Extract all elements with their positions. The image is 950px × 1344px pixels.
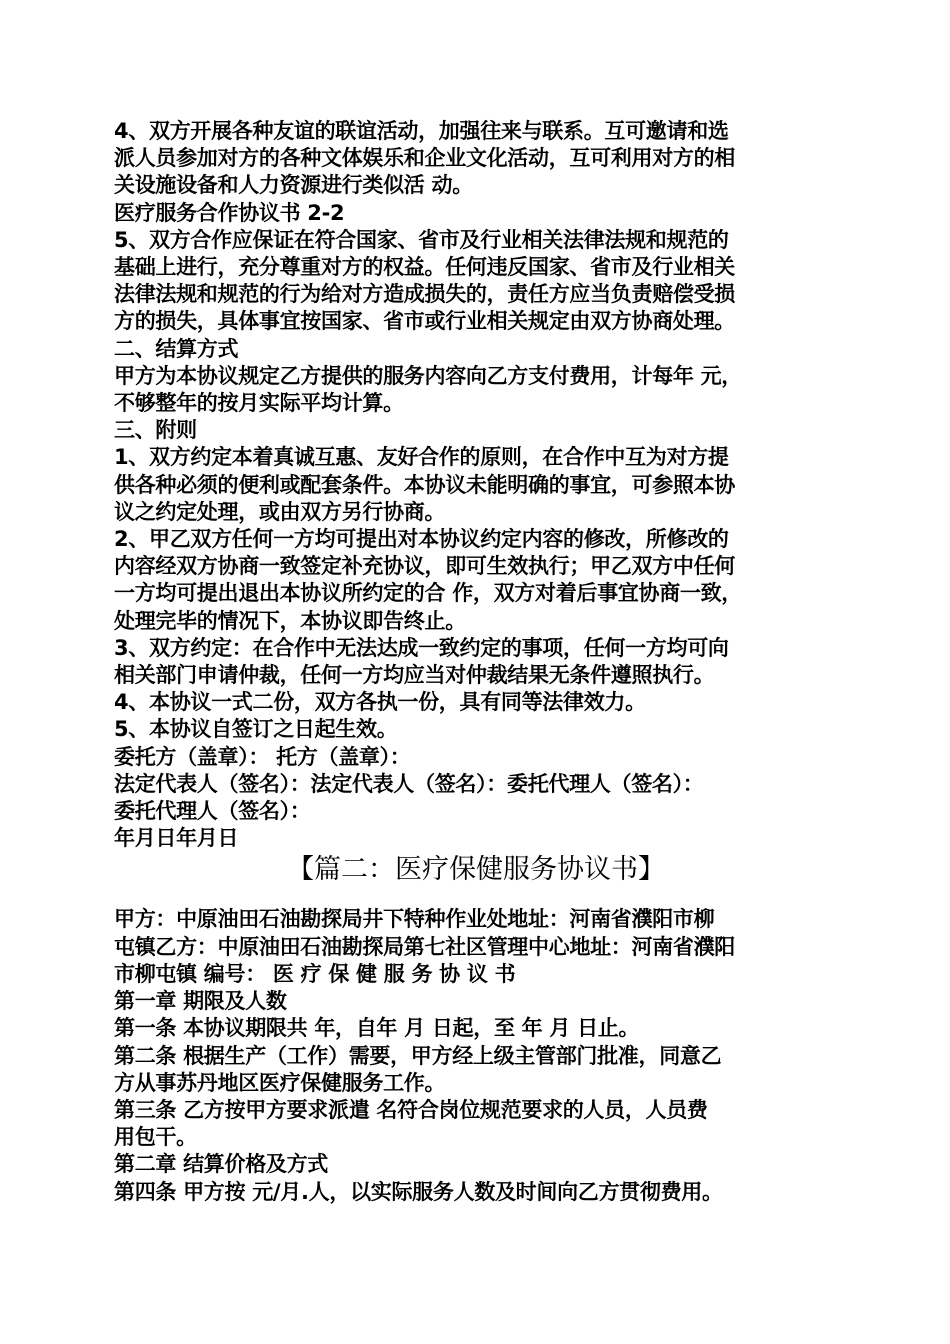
text-line: 处理完毕的情况下，本协议即告终止。 <box>114 608 466 633</box>
text-line: 第二条 根据生产（工作）需要，甲方经上级主管部门批准，同意乙 <box>114 1043 722 1068</box>
document-page <box>114 118 838 1206</box>
chapter-title: 第二章 结算价格及方式 <box>114 1152 329 1177</box>
text-line: 第三条 乙方按甲方要求派遣 名符合岗位规范要求的人员，人员费 <box>114 1097 708 1122</box>
text-line: 第四条 甲方按 元/月.人，以实际服务人数及时间向乙方贯彻费用。 <box>114 1179 723 1204</box>
text-line: 内容经双方协商一致签定补充协议，即可生效执行；甲乙双方中任何 <box>114 554 735 579</box>
text-line: 医疗服务合作协议书 2-2 <box>114 200 345 225</box>
chapter-title: 第一章 期限及人数 <box>114 989 287 1014</box>
signature-line: 委托方（盖章）： 托方（盖章）： <box>114 744 411 769</box>
text-line: 法律法规和规范的行为给对方造成损失的，责任方应当负责赔偿受损 <box>114 282 735 307</box>
agreement-part-one <box>114 118 838 852</box>
text-line: 基础上进行，充分尊重对方的权益。任何违反国家、省市及行业相关 <box>114 255 735 280</box>
text-line: 2、甲乙双方任何一方均可提出对本协议约定内容的修改，所修改的 <box>114 527 729 552</box>
text-line: 关设施设备和人力资源进行类似活 动。 <box>114 173 473 198</box>
text-line: 方从事苏丹地区医疗保健服务工作。 <box>114 1070 446 1095</box>
text-line: 4、双方开展各种友谊的联谊活动，加强往来与联系。互可邀请和选 <box>114 119 729 143</box>
date-line: 年月日年月日 <box>114 826 239 851</box>
text-line: 议之约定处理，或由双方另行协商。 <box>114 499 446 524</box>
document-heading: 【篇二：医疗保健服务协议书】 <box>287 854 665 886</box>
text-line: 用包干。 <box>114 1125 197 1150</box>
section-title: 二、结算方式 <box>114 336 239 361</box>
text-line: 方的损失，具体事宜按国家、省市或行业相关规定由双方协商处理。 <box>114 309 735 334</box>
text-line: 一方均可提出退出本协议所约定的合 作，双方对着后事宜协商一致， <box>114 581 743 606</box>
text-line: 5、双方合作应保证在符合国家、省市及行业相关法律法规和规范的 <box>114 227 729 252</box>
text-line: 相关部门申请仲裁，任何一方均应当对仲裁结果无条件遵照执行。 <box>114 663 715 688</box>
text-line: 第一条 本协议期限共 年，自年 月 日起，至 年 月 日止。 <box>114 1016 640 1041</box>
text-line: 市柳屯镇 编号： 医 疗 保 健 服 务 协 议 书 <box>114 961 516 986</box>
text-line: 5、本协议自签订之日起生效。 <box>114 717 398 742</box>
text-line: 派人员参加对方的各种文体娱乐和企业文化活动，互可利用对方的相 <box>114 146 735 171</box>
text-line: 甲方：中原油田石油勘探局井下特种作业处地址：河南省濮阳市柳 <box>114 907 715 932</box>
text-line: 4、本协议一式二份，双方各执一份，具有同等法律效力。 <box>114 690 646 715</box>
signature-line: 委托代理人（签名）： <box>114 799 311 824</box>
text-line: 甲方为本协议规定乙方提供的服务内容向乙方支付费用，计每年 元， <box>114 363 743 388</box>
agreement-part-two <box>114 906 838 1205</box>
text-line: 供各种必须的便利或配套条件。本协议未能明确的事宜，可参照本协 <box>114 472 735 497</box>
text-line: 3、双方约定：在合作中无法达成一致约定的事项，任何一方均可向 <box>114 635 729 660</box>
section-title: 三、附则 <box>114 418 197 443</box>
text-line: 1、双方约定本着真诚互惠、友好合作的原则，在合作中互为对方提 <box>114 445 729 470</box>
text-line: 屯镇乙方：中原油田石油勘探局第七社区管理中心地址：河南省濮阳 <box>114 934 735 959</box>
text-line: 不够整年的按月实际平均计算。 <box>114 391 404 416</box>
signature-line: 法定代表人（签名）：法定代表人（签名）：委托代理人（签名）： <box>114 771 704 796</box>
